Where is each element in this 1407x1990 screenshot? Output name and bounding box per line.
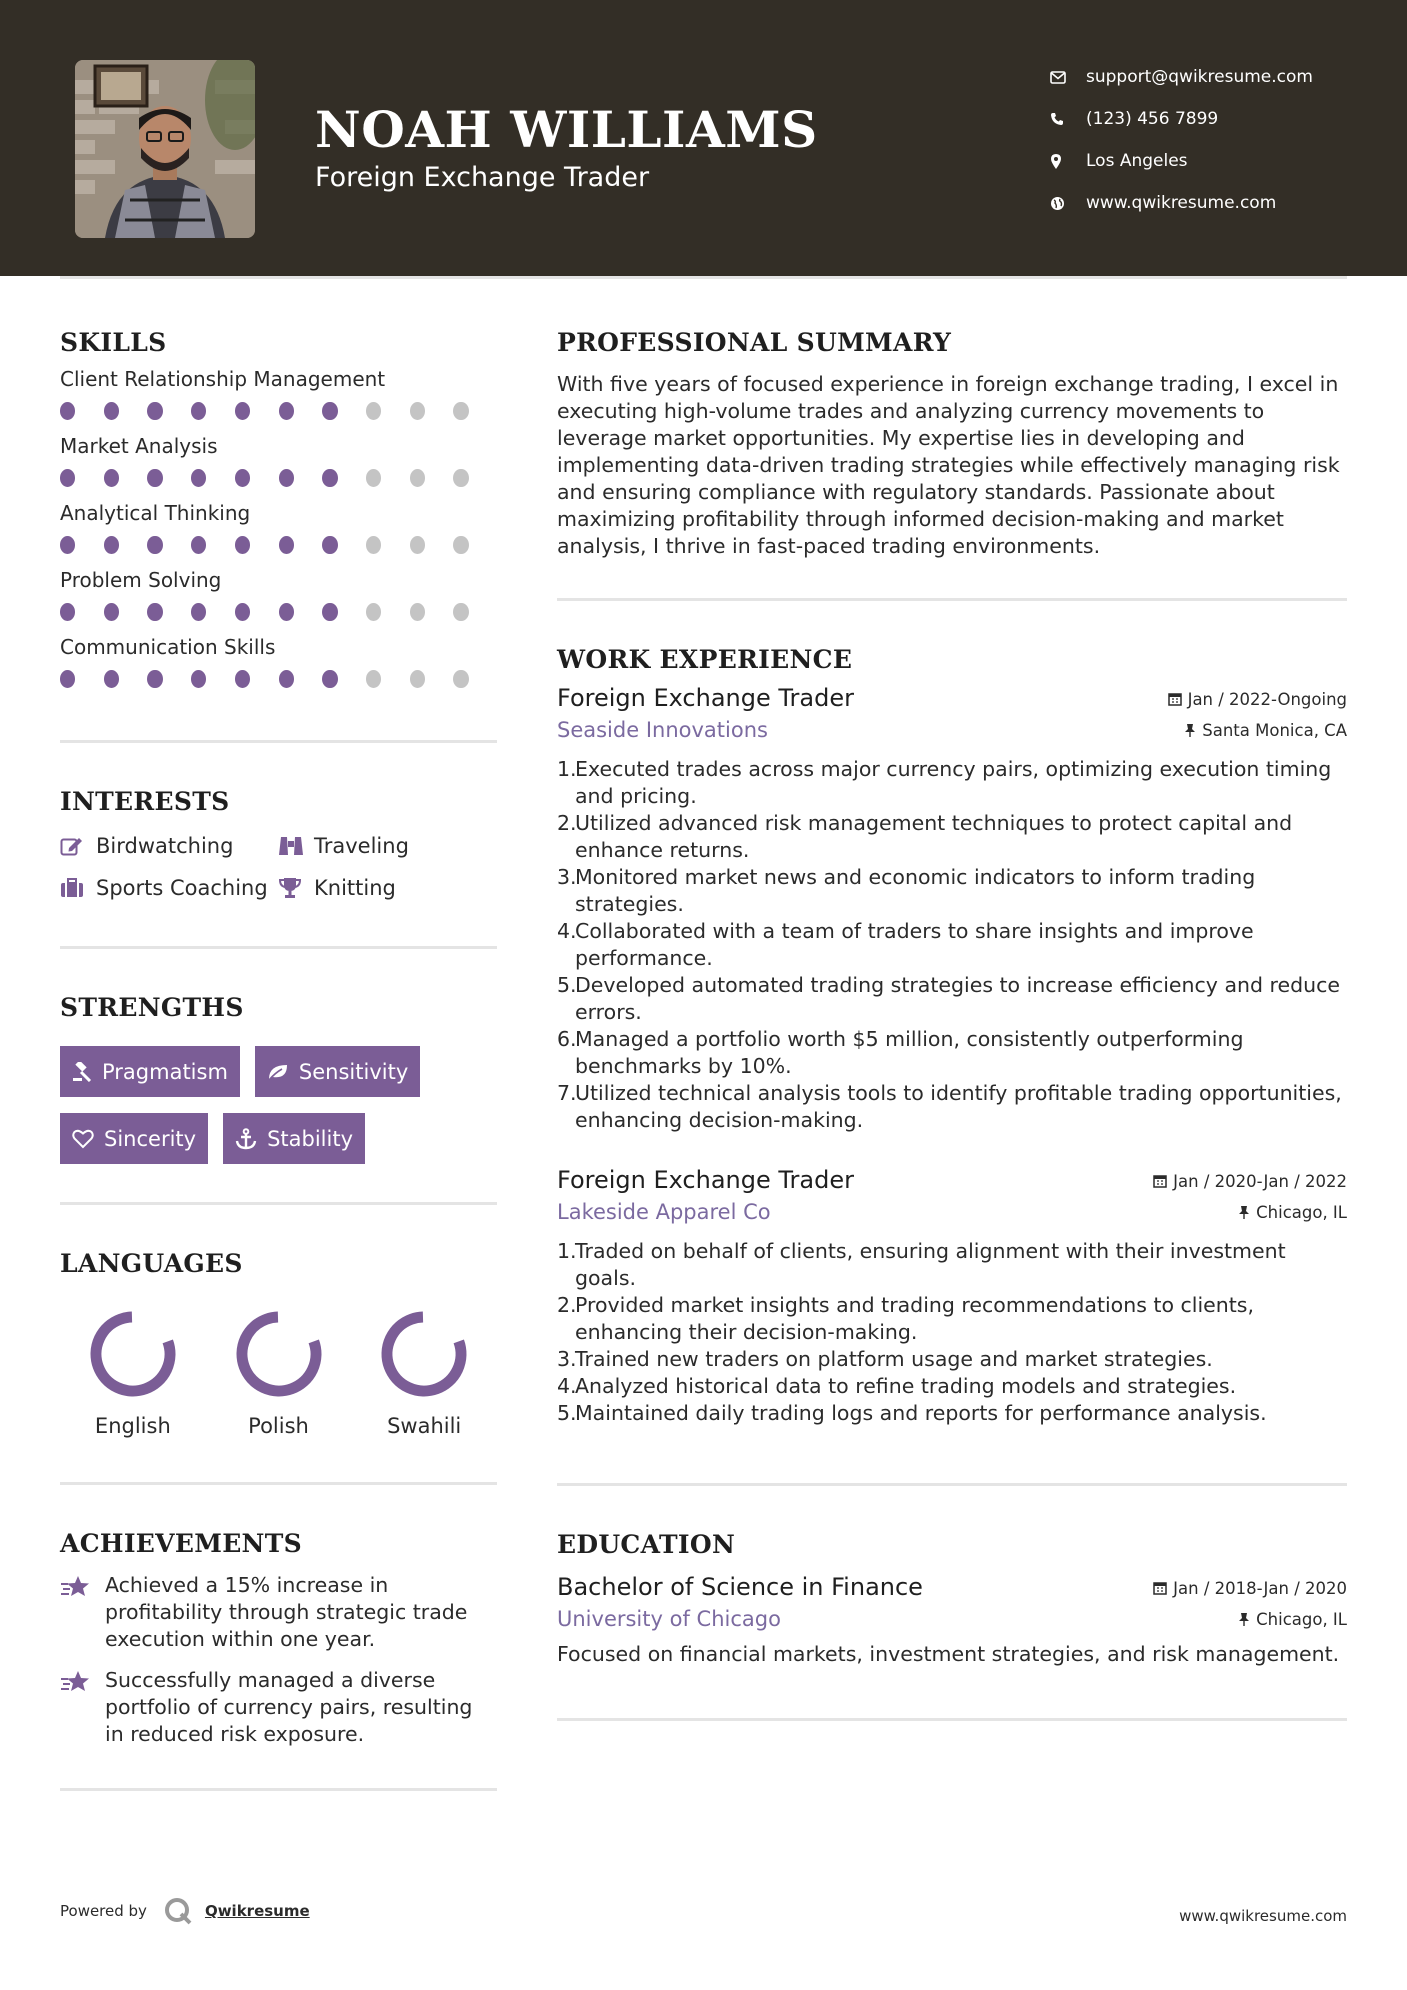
duty-text: Provided market insights and trading recommendations to clients, enhancing their decision-making. xyxy=(575,1293,1255,1344)
job-location xyxy=(1184,721,1347,740)
skill-dot-filled xyxy=(191,670,206,688)
languages-heading: LANGUAGES xyxy=(60,1249,243,1278)
summary-text: With five years of focused experience in foreign exchange trading, I excel in executing high-volume trades and analyzing currency movements to leverage market opportunities. My expertise lies in developing and implementing data-driven trading strategies while effectively managing risk and ensuring compliance with regulatory standards. Passionate about maximizing profitability through informed decision-making and market analysis, I thrive in fast-paced trading environments. xyxy=(557,372,1340,558)
duty-text: Developed automated trading strategies to increase efficiency and reduce errors. xyxy=(575,973,1341,1024)
duty-item xyxy=(557,1238,1347,1292)
star-icon xyxy=(60,1667,105,1748)
duty-number: 4. xyxy=(557,919,577,943)
skill-dot-empty xyxy=(366,536,381,554)
duty-number: 1. xyxy=(557,757,577,781)
strengths-list xyxy=(60,1046,497,1164)
skill-dot-filled xyxy=(104,536,119,554)
duty-item xyxy=(557,810,1347,864)
job-title: Foreign Exchange Trader xyxy=(557,684,854,712)
location-pin-icon xyxy=(1050,154,1086,169)
footer-branding xyxy=(60,1896,310,1926)
language-proficiency-ring xyxy=(87,1308,179,1400)
strengths-heading: STRENGTHS xyxy=(60,993,244,1022)
duty-text: Managed a portfolio worth $5 million, consistently outperforming benchmarks by 10%. xyxy=(575,1027,1244,1078)
skill-dot-filled xyxy=(279,536,294,554)
skill-dot-filled xyxy=(235,469,250,487)
skill-dot-empty xyxy=(410,469,425,487)
strength-tag xyxy=(60,1113,208,1164)
skill-dot-filled xyxy=(147,603,162,621)
job-dates-text: Jan / 2020-Jan / 2022 xyxy=(1173,1171,1347,1191)
duty-item xyxy=(557,1026,1347,1080)
skill-dot-filled xyxy=(60,469,75,487)
achievement-text: Achieved a 15% increase in profitability through strategic trade execution within one year. xyxy=(105,1573,468,1651)
skill-dot-filled xyxy=(235,670,250,688)
duty-number: 1. xyxy=(557,1239,577,1263)
job-dates-text: Jan / 2022-Ongoing xyxy=(1187,689,1347,709)
duty-item xyxy=(557,756,1347,810)
skill-dot-filled xyxy=(60,670,75,688)
job-dates xyxy=(1153,1172,1347,1191)
language-item xyxy=(351,1308,497,1438)
strength-label: Stability xyxy=(267,1126,354,1151)
interests-heading: INTERESTS xyxy=(60,787,230,816)
skill-dot-filled xyxy=(235,402,250,420)
skill-dot-empty xyxy=(453,670,468,688)
education-divider xyxy=(557,1718,1347,1721)
skill-dot-filled xyxy=(104,670,119,688)
skill-dot-filled xyxy=(191,603,206,621)
duty-item xyxy=(557,1373,1347,1400)
strength-tag xyxy=(60,1046,240,1097)
skill-dot-filled xyxy=(104,603,119,621)
skills-list xyxy=(60,367,497,690)
skill-dot-filled xyxy=(322,603,337,621)
skill-dot-filled xyxy=(147,670,162,688)
skill-dot-filled xyxy=(322,402,337,420)
education-heading: EDUCATION xyxy=(557,1530,736,1559)
anchor-icon xyxy=(235,1128,257,1150)
job-duties xyxy=(557,1238,1347,1427)
interest-label: Traveling xyxy=(314,834,409,858)
skill-rating xyxy=(60,536,497,556)
experience-heading: WORK EXPERIENCE xyxy=(557,645,853,674)
job-location xyxy=(1238,1203,1347,1222)
trophy-icon xyxy=(278,877,314,899)
skill-dot-filled xyxy=(147,536,162,554)
interest-label: Birdwatching xyxy=(96,834,234,858)
calendar-icon xyxy=(1153,1581,1167,1595)
languages-list xyxy=(60,1308,497,1438)
contact-email[interactable] xyxy=(1050,56,1313,98)
skill-dot-filled xyxy=(191,469,206,487)
skill-dot-filled xyxy=(235,536,250,554)
duty-number: 2. xyxy=(557,811,577,835)
language-label: Swahili xyxy=(387,1414,462,1438)
strength-label: Sincerity xyxy=(104,1126,197,1151)
contact-website-text: www.qwikresume.com xyxy=(1086,193,1277,213)
skill-dot-empty xyxy=(453,402,468,420)
skill-dot-empty xyxy=(366,670,381,688)
language-label: English xyxy=(94,1414,171,1438)
achievement-item xyxy=(60,1572,497,1653)
skill-rating xyxy=(60,402,497,422)
resume-header xyxy=(0,0,1407,276)
qwikresume-link[interactable]: Qwikresume xyxy=(204,1902,310,1920)
skill-dot-empty xyxy=(410,670,425,688)
job-duties xyxy=(557,756,1347,1134)
candidate-title: Foreign Exchange Trader xyxy=(315,162,650,193)
interest-item xyxy=(60,834,278,858)
interest-label: Knitting xyxy=(314,876,396,900)
duty-text: Trained new traders on platform usage and market strategies. xyxy=(575,1347,1213,1371)
skill-dot-empty xyxy=(453,469,468,487)
edit-icon xyxy=(60,835,96,857)
job-location-text: Santa Monica, CA xyxy=(1202,720,1347,740)
skill-name: Problem Solving xyxy=(60,568,222,592)
skill-dot-filled xyxy=(104,469,119,487)
achievement-item xyxy=(60,1667,497,1748)
language-item xyxy=(206,1308,352,1438)
education-location xyxy=(1238,1610,1347,1629)
calendar-icon xyxy=(1153,1174,1167,1188)
contact-website[interactable] xyxy=(1050,182,1313,224)
language-proficiency-ring xyxy=(378,1308,470,1400)
job-location-text: Chicago, IL xyxy=(1256,1202,1347,1222)
skill-dot-filled xyxy=(147,402,162,420)
skill-rating xyxy=(60,603,497,623)
pushpin-icon xyxy=(1238,1612,1250,1626)
duty-item xyxy=(557,972,1347,1026)
company-name: Lakeside Apparel Co xyxy=(557,1200,771,1224)
skill-name: Market Analysis xyxy=(60,434,218,458)
skill-dot-empty xyxy=(410,603,425,621)
duty-item xyxy=(557,1292,1347,1346)
pushpin-icon xyxy=(1184,723,1196,737)
skills-heading: SKILLS xyxy=(60,328,167,357)
skill-dot-empty xyxy=(410,402,425,420)
heart-icon xyxy=(72,1129,94,1149)
contact-list xyxy=(1050,56,1313,224)
binoculars-icon xyxy=(278,835,314,857)
duty-number: 5. xyxy=(557,1401,577,1425)
skill-dot-empty xyxy=(366,603,381,621)
achievements-list xyxy=(60,1572,497,1748)
skill-rating xyxy=(60,670,497,690)
skill-dot-empty xyxy=(453,536,468,554)
skill-dot-filled xyxy=(279,402,294,420)
skill-dot-filled xyxy=(322,469,337,487)
pushpin-icon xyxy=(1238,1205,1250,1219)
education-location-text: Chicago, IL xyxy=(1256,1609,1347,1629)
achievements-divider xyxy=(60,1788,497,1791)
skill-dot-empty xyxy=(410,536,425,554)
language-item xyxy=(60,1308,206,1438)
duty-text: Executed trades across major currency pairs, optimizing execution timing and pricing. xyxy=(575,757,1332,808)
job-entry xyxy=(557,684,1347,1134)
qwikresume-logo-icon xyxy=(163,1896,193,1926)
interests-list xyxy=(60,834,497,900)
skill-dot-filled xyxy=(322,536,337,554)
education-description: Focused on financial markets, investment strategies, and risk management. xyxy=(557,1642,1340,1666)
left-column xyxy=(60,276,497,1791)
interest-item xyxy=(60,876,278,900)
education-entry xyxy=(557,1573,1347,1668)
skill-dot-filled xyxy=(191,536,206,554)
strength-label: Pragmatism xyxy=(102,1059,228,1084)
skill-name: Client Relationship Management xyxy=(60,367,386,391)
calendar-icon xyxy=(1168,692,1182,706)
footer-website[interactable]: www.qwikresume.com xyxy=(1179,1907,1347,1925)
duty-item xyxy=(557,1400,1347,1427)
duty-text: Analyzed historical data to refine trading models and strategies. xyxy=(575,1374,1237,1398)
skill-dot-filled xyxy=(104,402,119,420)
right-column xyxy=(557,276,1347,1721)
interest-label: Sports Coaching xyxy=(96,876,268,900)
duty-number: 3. xyxy=(557,1347,577,1371)
skill-dot-filled xyxy=(60,536,75,554)
achievement-text: Successfully managed a diverse portfolio of currency pairs, resulting in reduced risk exposure. xyxy=(105,1668,473,1746)
skill-dot-empty xyxy=(366,469,381,487)
skill-dot-filled xyxy=(60,603,75,621)
duty-item xyxy=(557,864,1347,918)
language-proficiency-ring xyxy=(233,1308,325,1400)
duty-item xyxy=(557,918,1347,972)
strength-tag xyxy=(255,1046,420,1097)
skill-name: Communication Skills xyxy=(60,635,276,659)
skill-name: Analytical Thinking xyxy=(60,501,251,525)
education-dates xyxy=(1153,1579,1347,1598)
interest-item xyxy=(278,876,478,900)
duty-number: 3. xyxy=(557,865,577,889)
duty-text: Monitored market news and economic indicators to inform trading strategies. xyxy=(575,865,1256,916)
duty-item xyxy=(557,1346,1347,1373)
duty-number: 5. xyxy=(557,973,577,997)
profile-photo xyxy=(75,60,255,238)
contact-phone[interactable] xyxy=(1050,98,1313,140)
school-name: University of Chicago xyxy=(557,1607,781,1631)
duty-text: Utilized advanced risk management techniques to protect capital and enhance returns. xyxy=(575,811,1293,862)
skill-dot-filled xyxy=(322,670,337,688)
contact-email-text: support@qwikresume.com xyxy=(1086,67,1313,87)
skill-dot-empty xyxy=(453,603,468,621)
strength-label: Sensitivity xyxy=(298,1059,409,1084)
contact-location xyxy=(1050,140,1313,182)
skill-rating xyxy=(60,469,497,489)
duty-number: 2. xyxy=(557,1293,577,1317)
skill-dot-filled xyxy=(147,469,162,487)
interest-item xyxy=(278,834,478,858)
skill-dot-filled xyxy=(60,402,75,420)
company-name: Seaside Innovations xyxy=(557,718,768,742)
education-dates-text: Jan / 2018-Jan / 2020 xyxy=(1173,1578,1347,1598)
skill-dot-empty xyxy=(366,402,381,420)
job-title: Foreign Exchange Trader xyxy=(557,1166,854,1194)
language-label: Polish xyxy=(248,1414,309,1438)
skill-dot-filled xyxy=(191,402,206,420)
skill-dot-filled xyxy=(279,603,294,621)
duty-item xyxy=(557,1080,1347,1134)
duty-text: Maintained daily trading logs and reports for performance analysis. xyxy=(575,1401,1267,1425)
leaf-icon xyxy=(267,1063,289,1081)
envelope-icon xyxy=(1050,71,1086,84)
contact-phone-text: (123) 456 7899 xyxy=(1086,109,1219,129)
degree-title: Bachelor of Science in Finance xyxy=(557,1573,923,1601)
summary-heading: PROFESSIONAL SUMMARY xyxy=(557,328,952,357)
duty-number: 4. xyxy=(557,1374,577,1398)
powered-by-text: Powered by xyxy=(60,1902,147,1920)
job-entry xyxy=(557,1166,1347,1427)
skill-dot-filled xyxy=(279,670,294,688)
duty-text: Utilized technical analysis tools to identify profitable trading opportunities, enhancing decision-making. xyxy=(575,1081,1342,1132)
skill-dot-filled xyxy=(279,469,294,487)
candidate-name: NOAH WILLIAMS xyxy=(315,100,818,159)
skill-dot-filled xyxy=(235,603,250,621)
duty-text: Traded on behalf of clients, ensuring alignment with their investment goals. xyxy=(575,1239,1286,1290)
duty-number: 6. xyxy=(557,1027,577,1051)
duty-number: 7. xyxy=(557,1081,577,1105)
achievements-heading: ACHIEVEMENTS xyxy=(60,1529,302,1558)
duty-text: Collaborated with a team of traders to share insights and improve performance. xyxy=(575,919,1254,970)
globe-icon xyxy=(1050,196,1086,211)
job-dates xyxy=(1168,690,1347,709)
strength-tag xyxy=(223,1113,365,1164)
phone-icon xyxy=(1050,112,1086,126)
star-icon xyxy=(60,1572,105,1653)
contact-location-text: Los Angeles xyxy=(1086,151,1188,171)
gavel-icon xyxy=(72,1062,92,1082)
briefcase-icon xyxy=(60,878,96,898)
